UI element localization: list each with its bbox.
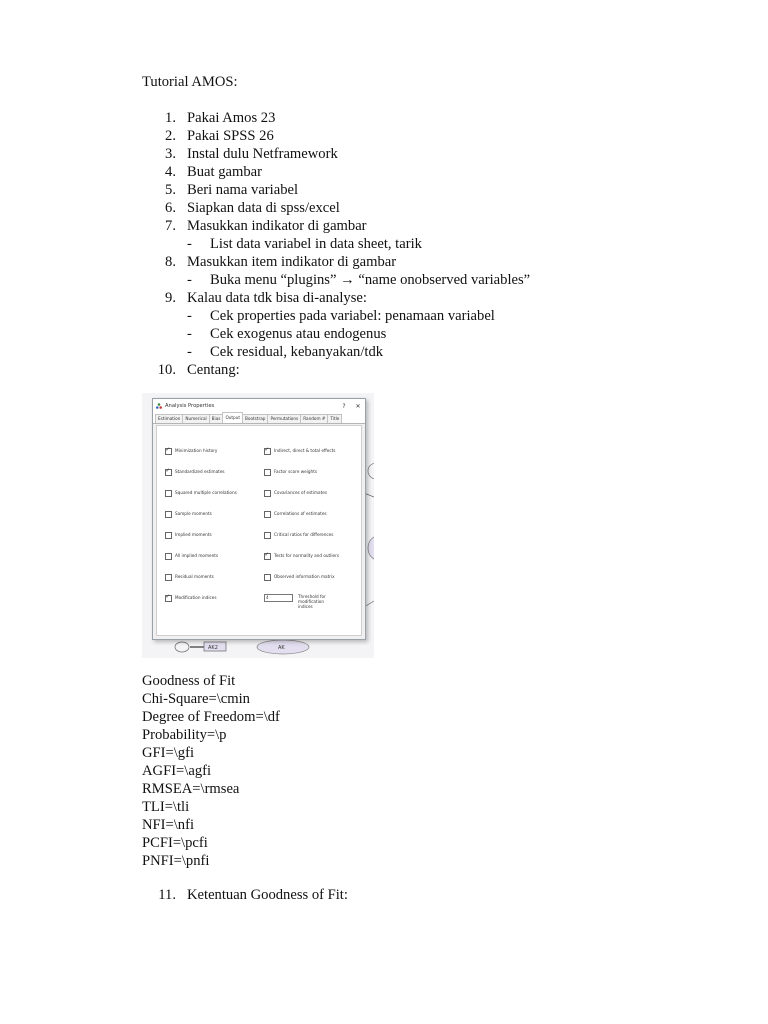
list-text: Instal dulu Netframework bbox=[187, 146, 338, 162]
list-number: 10. bbox=[157, 362, 176, 378]
gof-item: NFI=\nfi bbox=[142, 817, 195, 833]
checkbox-checked[interactable] bbox=[165, 595, 172, 602]
gof-item: PCFI=\pcfi bbox=[142, 835, 208, 851]
list-number: 5. bbox=[165, 182, 176, 198]
option-all-implied-moments[interactable] bbox=[165, 553, 218, 560]
gof-item: Degree of Freedom=\df bbox=[142, 709, 280, 725]
dialog-tabs bbox=[153, 413, 365, 424]
checkbox-unchecked[interactable] bbox=[264, 490, 271, 497]
list-text: Siapkan data di spss/excel bbox=[187, 200, 340, 216]
gof-item: RMSEA=\rmsea bbox=[142, 781, 240, 797]
option-label: Standardized estimates bbox=[175, 469, 225, 474]
gof-item: PNFI=\pnfi bbox=[142, 853, 210, 869]
checkbox-unchecked[interactable] bbox=[264, 469, 271, 476]
list-text: Pakai Amos 23 bbox=[187, 110, 276, 126]
threshold-field-row bbox=[264, 594, 338, 609]
option-factor-score-weights[interactable] bbox=[264, 469, 317, 476]
option-standardized-estimates[interactable] bbox=[165, 469, 225, 476]
sub-list-dash: - bbox=[187, 272, 192, 288]
list-number: 2. bbox=[165, 128, 176, 144]
list-number: 4. bbox=[165, 164, 176, 180]
document-title: Tutorial AMOS: bbox=[142, 74, 238, 90]
sub-list-text: Cek properties pada variabel: penamaan variabel bbox=[210, 308, 495, 324]
list-number: 3. bbox=[165, 146, 176, 162]
option-correlations-of-estimates[interactable] bbox=[264, 511, 327, 518]
checkbox-checked[interactable] bbox=[165, 469, 172, 476]
checkbox-unchecked[interactable] bbox=[165, 490, 172, 497]
option-observed-information-matrix[interactable] bbox=[264, 574, 335, 581]
sub-list-dash: - bbox=[187, 236, 192, 252]
checkbox-unchecked[interactable] bbox=[264, 511, 271, 518]
list-text: Ketentuan Goodness of Fit: bbox=[187, 887, 348, 903]
list-text: Centang: bbox=[187, 362, 240, 378]
list-number: 7. bbox=[165, 218, 176, 234]
diagram-label-ak: AK bbox=[278, 645, 285, 651]
tab-estimation[interactable]: Estimation bbox=[155, 414, 183, 423]
option-critical-ratios-for-differences[interactable] bbox=[264, 532, 333, 539]
amos-app-icon bbox=[156, 403, 162, 409]
list-text: Masukkan item indikator di gambar bbox=[187, 254, 397, 270]
checkbox-checked[interactable] bbox=[264, 448, 271, 455]
option-tests-for-normality-and-outliers[interactable] bbox=[264, 553, 339, 560]
tab-random[interactable]: Random # bbox=[300, 414, 328, 423]
checkbox-unchecked[interactable] bbox=[165, 574, 172, 581]
sub-list-dash: - bbox=[187, 308, 192, 324]
option-modification-indices[interactable] bbox=[165, 595, 217, 602]
option-label: Residual moments bbox=[175, 574, 214, 579]
sub-list-text: Cek exogenus atau endogenus bbox=[210, 326, 387, 342]
checkbox-unchecked[interactable] bbox=[264, 532, 271, 539]
option-label: Tests for normality and outliers bbox=[274, 553, 340, 558]
dialog-title: Analysis Properties bbox=[165, 403, 215, 409]
checkbox-unchecked[interactable] bbox=[264, 574, 271, 581]
checkbox-checked[interactable] bbox=[264, 553, 271, 560]
checkbox-unchecked[interactable] bbox=[165, 553, 172, 560]
list-text: Beri nama variabel bbox=[187, 182, 299, 198]
threshold-input[interactable]: 4 bbox=[264, 594, 293, 602]
list-number: 11. bbox=[158, 887, 176, 903]
option-label: Factor score weights bbox=[274, 469, 318, 474]
gof-item: TLI=\tli bbox=[142, 799, 190, 815]
option-label: Indirect, direct & total effects bbox=[274, 448, 336, 453]
option-indirect-direct-total-effects[interactable] bbox=[264, 448, 336, 455]
sub-list-text: Cek residual, kebanyakan/tdk bbox=[210, 344, 384, 360]
tab-bootstrap[interactable]: Bootstrap bbox=[242, 414, 268, 423]
option-label: Squared multiple correlations bbox=[175, 490, 237, 495]
threshold-label: Threshold for modification indices bbox=[298, 594, 326, 609]
checkbox-unchecked[interactable] bbox=[165, 532, 172, 539]
gof-heading: Goodness of Fit bbox=[142, 673, 236, 689]
close-button[interactable]: ✕ bbox=[355, 402, 361, 410]
tab-output[interactable]: Output bbox=[222, 412, 243, 423]
option-sample-moments[interactable] bbox=[165, 511, 212, 518]
option-implied-moments[interactable] bbox=[165, 532, 212, 539]
option-label: Covariances of estimates bbox=[274, 490, 328, 495]
list-number: 8. bbox=[165, 254, 176, 270]
option-label: Critical ratios for differences bbox=[274, 532, 334, 537]
sub-list-dash: - bbox=[187, 344, 192, 360]
option-label: All implied moments bbox=[175, 553, 219, 558]
gof-item: GFI=\gfi bbox=[142, 745, 195, 761]
list-text: Pakai SPSS 26 bbox=[187, 128, 274, 144]
option-covariances-of-estimates[interactable] bbox=[264, 490, 327, 497]
gof-item: AGFI=\agfi bbox=[142, 763, 212, 779]
list-text: Kalau data tdk bisa di-analyse: bbox=[187, 290, 367, 306]
list-number: 9. bbox=[165, 290, 176, 306]
tab-bias[interactable]: Bias bbox=[209, 414, 224, 423]
option-label: Modification indices bbox=[175, 595, 217, 600]
list-number: 1. bbox=[165, 110, 176, 126]
sub-list-text: Buka menu “plugins” → “name onobserved variables” bbox=[210, 272, 531, 288]
checkbox-unchecked[interactable] bbox=[165, 511, 172, 518]
list-text: Buat gambar bbox=[187, 164, 262, 180]
gof-item: Chi-Square=\cmin bbox=[142, 691, 250, 707]
help-button[interactable]: ? bbox=[342, 402, 346, 410]
list-number: 6. bbox=[165, 200, 176, 216]
analysis-properties-dialog bbox=[152, 398, 366, 640]
output-tab-panel bbox=[156, 425, 362, 636]
tab-numerical[interactable]: Numerical bbox=[182, 414, 209, 423]
option-squared-multiple-correlations[interactable] bbox=[165, 490, 237, 497]
checkbox-checked[interactable] bbox=[165, 448, 172, 455]
sub-list-dash: - bbox=[187, 326, 192, 342]
option-residual-moments[interactable] bbox=[165, 574, 214, 581]
option-label: Observed information matrix bbox=[274, 574, 335, 579]
tab-title[interactable]: Title bbox=[327, 414, 342, 423]
analysis-properties-screenshot bbox=[142, 393, 374, 658]
gof-item: Probability=\p bbox=[142, 727, 227, 743]
dialog-titlebar bbox=[153, 399, 365, 413]
list-text: Masukkan indikator di gambar bbox=[187, 218, 367, 234]
option-label: Sample moments bbox=[175, 511, 212, 516]
option-label: Correlations of estimates bbox=[274, 511, 327, 516]
option-label: Implied moments bbox=[175, 532, 212, 537]
option-label: Minimization history bbox=[175, 448, 218, 453]
tab-permutations[interactable]: Permutations bbox=[267, 414, 301, 423]
diagram-label-ak2: AK2 bbox=[208, 645, 218, 651]
sub-list-text: List data variabel in data sheet, tarik bbox=[210, 236, 422, 252]
option-minimization-history[interactable] bbox=[165, 448, 217, 455]
